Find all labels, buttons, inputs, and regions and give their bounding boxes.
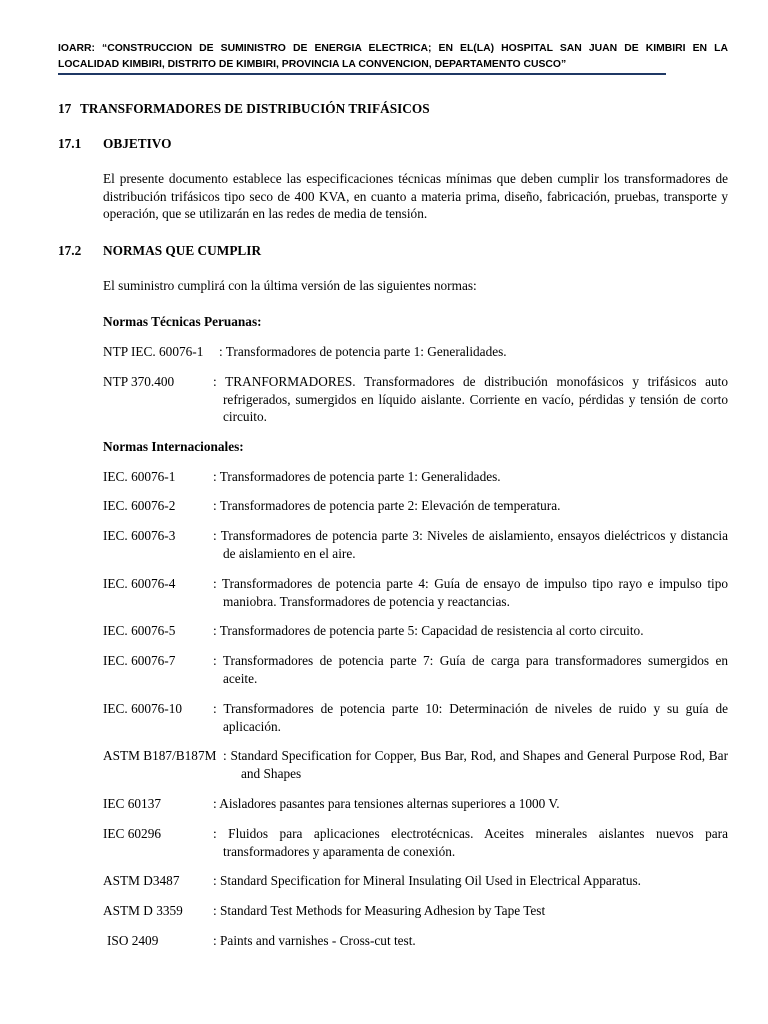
norm-description: : Paints and varnishes - Cross-cut test. [213,933,416,948]
norm-description: : Transformadores de potencia parte 1: Generalidades. [213,469,501,484]
norm-code: IEC. 60076-10 [103,701,183,716]
section-heading [58,100,430,118]
norm-code: IEC. 60076-5 [103,623,176,638]
norm-description [223,747,728,782]
subsection-title: NORMAS QUE CUMPLIR [103,243,262,258]
norm-description: : Standard Specification for Mineral Insulating Oil Used in Electrical Apparatus. [213,873,641,888]
norm-description-text: : Standard Specification for Copper, Bus Bar, Rod, and Shapes and General Purpose Rod, Bar and Shapes [223,748,728,781]
page-header: IOARR: “CONSTRUCCION DE SUMINISTRO DE ENERGIA ELECTRICA; EN EL(LA) HOSPITAL SAN JUAN DE KIMBIRI EN LA LOCALIDAD KIMBIRI, DISTRITO DE KIMBIRI, PROVINCIA LA CONVENCION, DEPARTAMENTO CUSCO” [58,43,728,70]
norm-description: : Transformadores de potencia parte 4: Guía de ensayo de impulso tipo rayo e impulso tipo maniobra. Transformadores de potencia y reactancias. [213,576,728,609]
norm-code: IEC 60296 [103,826,161,841]
norm-code: IEC 60137 [103,796,161,811]
norm-description: : Fluidos para aplicaciones electrotécnicas. Aceites minerales aislantes nuevos para transformadores y aparamenta de conexión. [213,826,728,859]
subsection-heading-normas [58,242,261,260]
header-divider [58,73,666,75]
norm-description: : Transformadores de potencia parte 1: Generalidades. [219,344,507,359]
norm-code: IEC. 60076-7 [103,653,176,668]
norm-description: : Standard Test Methods for Measuring Adhesion by Tape Test [213,903,546,918]
norm-description: : Transformadores de potencia parte 5: Capacidad de resistencia al corto circuito. [213,623,644,638]
norm-description: : Transformadores de potencia parte 10: Determinación de niveles de ruido y su guía de aplicación. [213,701,728,734]
norm-code: IEC. 60076-2 [103,498,176,513]
norm-code: ISO 2409 [107,933,159,948]
peruvian-norms-heading: Normas Técnicas Peruanas: [103,314,262,329]
norm-code: NTP IEC. 60076-1 [103,344,204,359]
section-number: 17 [58,101,72,116]
norm-code: ASTM D3487 [103,873,180,888]
norm-code: ASTM B187/B187M [103,748,217,763]
norm-description: : Aisladores pasantes para tensiones alternas superiores a 1000 V. [213,796,560,811]
norm-description: : Transformadores de potencia parte 2: Elevación de temperatura. [213,498,561,513]
international-norms-heading: Normas Internacionales: [103,439,244,454]
subsection-title: OBJETIVO [103,136,172,151]
norm-code: IEC. 60076-3 [103,528,176,543]
section-title: TRANSFORMADORES DE DISTRIBUCIÓN TRIFÁSICOS [80,101,430,116]
subsection-number: 17.1 [58,136,82,151]
objective-paragraph: El presente documento establece las especificaciones técnicas mínimas que deben cumplir los transformadores de distribución trifásicos tipo seco de 400 KVA, en cuanto a materia prima, diseño, fabricación, pruebas, transporte y operación, que se utilizarán en las redes de media de tensión. [103,171,728,221]
norm-code: IEC. 60076-1 [103,469,176,484]
norm-description: : TRANFORMADORES. Transformadores de distribución monofásicos y trifásicos auto refrigerados, sumergidos en líquido aislante. Corriente en vacío, pérdidas y tensión de corto circuito. [213,374,728,424]
subsection-number: 17.2 [58,243,82,258]
normas-intro-paragraph: El suministro cumplirá con la última versión de las siguientes normas: [103,278,477,293]
norm-description: : Transformadores de potencia parte 3: Niveles de aislamiento, ensayos dieléctricos y distancia de aislamiento en el aire. [213,528,728,561]
norm-code: IEC. 60076-4 [103,576,176,591]
norm-code: ASTM D 3359 [103,903,183,918]
subsection-heading-objetivo [58,135,171,153]
norm-description: : Transformadores de potencia parte 7: Guía de carga para transformadores sumergidos en aceite. [213,653,728,686]
norm-code: NTP 370.400 [103,374,175,389]
